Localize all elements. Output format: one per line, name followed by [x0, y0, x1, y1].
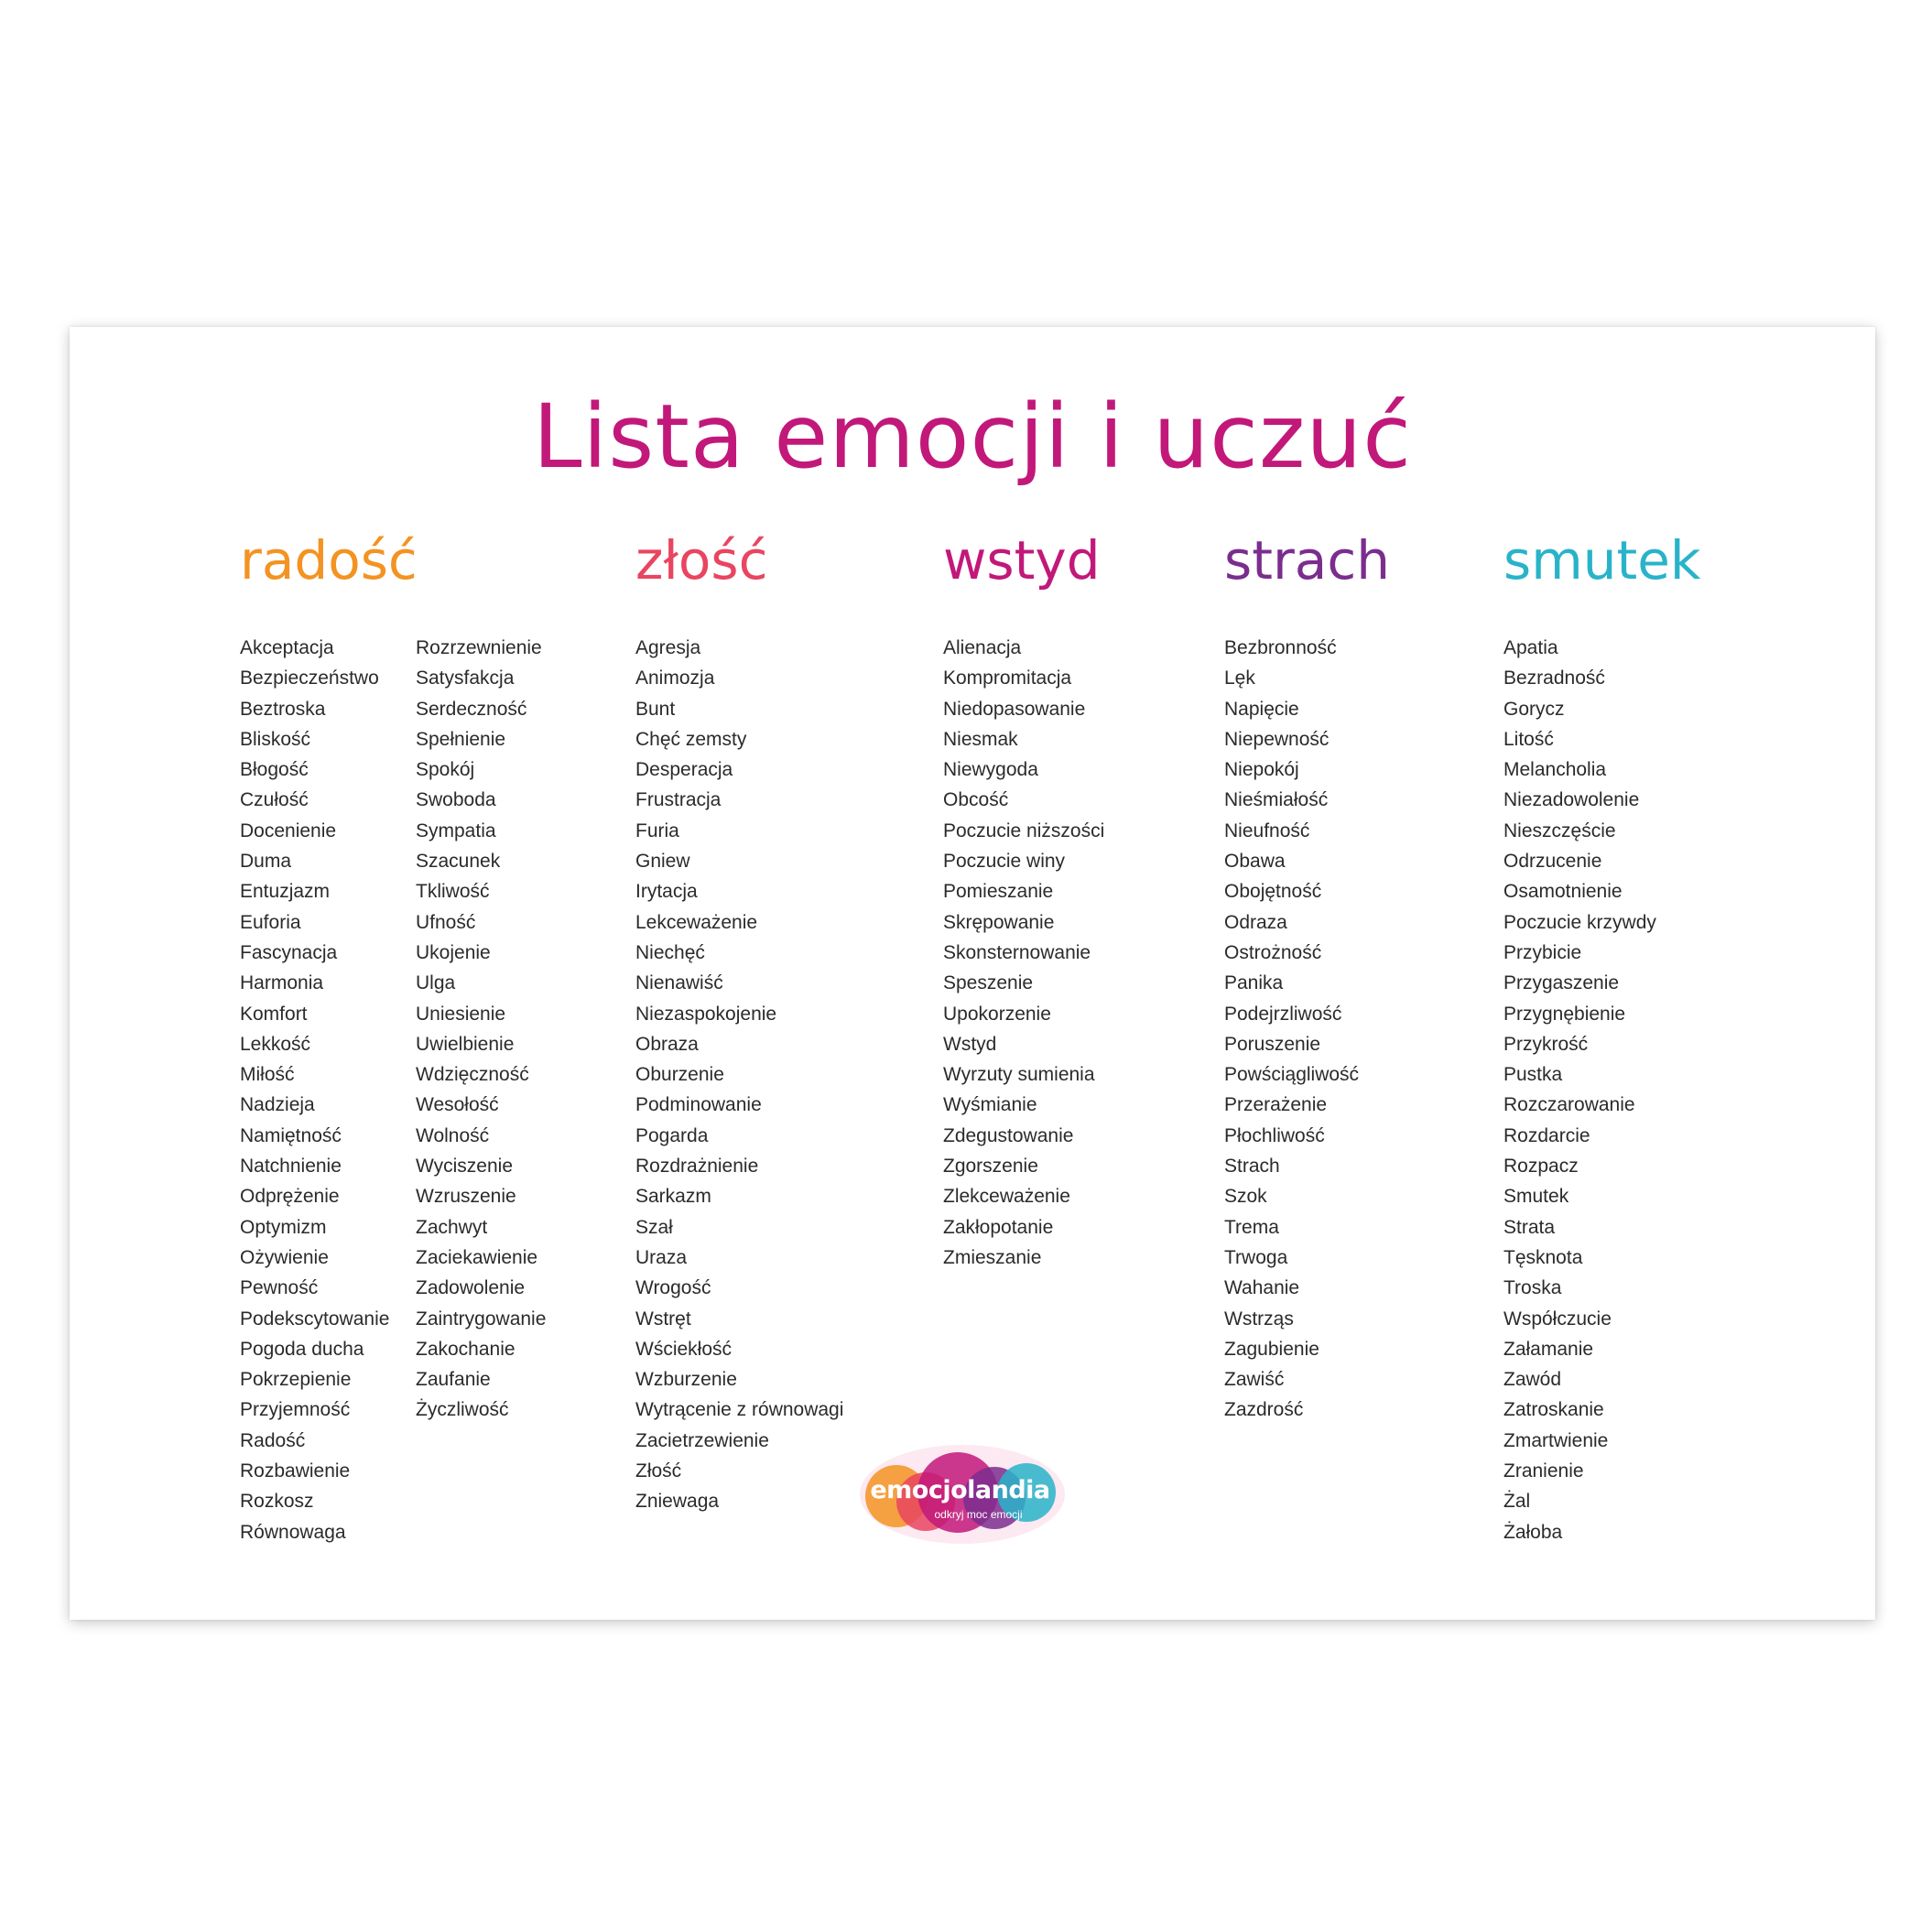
emotion-item: Lęk	[1224, 668, 1255, 689]
emotion-item: Błogość	[240, 759, 309, 781]
logo-tagline: odkryj moc emocji	[934, 1508, 1023, 1521]
category-heading: strach	[1224, 529, 1390, 592]
emotion-item: Obcość	[943, 789, 1009, 811]
emotion-item: Zawód	[1503, 1369, 1562, 1391]
emotion-item: Uraza	[635, 1246, 688, 1268]
emotion-item: Niesmak	[943, 728, 1018, 750]
emocjolandia-logo	[852, 1439, 1068, 1549]
emotion-item: Trwoga	[1224, 1246, 1288, 1268]
emotion-item: Żałoba	[1503, 1521, 1563, 1543]
emotion-item: Pogoda ducha	[240, 1338, 364, 1360]
emotion-item: Natchnienie	[240, 1156, 342, 1178]
emotion-item: Gorycz	[1503, 698, 1565, 720]
emotion-item: Zaintrygowanie	[416, 1308, 547, 1330]
emotion-item: Swoboda	[416, 789, 496, 811]
emotion-item: Komfort	[240, 1003, 308, 1025]
emotion-list	[416, 633, 546, 1547]
emotion-item: Strach	[1224, 1156, 1280, 1178]
emotion-item: Niepokój	[1224, 759, 1299, 781]
emotion-item: Wytrącenie z równowagi	[635, 1399, 844, 1421]
emotion-item: Szał	[635, 1216, 673, 1238]
emotion-item: Osamotnienie	[1503, 881, 1623, 903]
emotion-item: Nienawiść	[635, 972, 723, 994]
emotion-item: Zakłopotanie	[943, 1216, 1054, 1238]
emotion-item: Apatia	[1503, 637, 1558, 658]
emotion-item: Frustracja	[635, 789, 722, 811]
emotion-item: Zatroskanie	[1503, 1399, 1604, 1421]
emotion-item: Bezradność	[1503, 668, 1605, 689]
emotion-item: Poczucie krzywdy	[1503, 911, 1656, 933]
emotion-item: Przykrość	[1503, 1033, 1589, 1055]
emotion-item: Wdzięczność	[416, 1064, 529, 1086]
emotion-item: Tkliwość	[416, 881, 490, 903]
emotion-item: Zlekceważenie	[943, 1186, 1070, 1208]
emotion-item: Niewygoda	[943, 759, 1038, 781]
emotion-item: Zaufanie	[416, 1369, 491, 1391]
emotion-item: Zacietrzewienie	[635, 1429, 769, 1451]
emotion-item: Przygaszenie	[1503, 972, 1620, 994]
emotion-item: Upokorzenie	[943, 1003, 1051, 1025]
emotion-item: Zgorszenie	[943, 1156, 1038, 1178]
emotion-item: Docenienie	[240, 819, 337, 841]
emotion-item: Nieśmiałość	[1224, 789, 1329, 811]
emotion-item: Wahanie	[1224, 1277, 1300, 1299]
emotion-item: Troska	[1503, 1277, 1562, 1299]
emotion-item: Podekscytowanie	[240, 1308, 390, 1330]
emotion-item: Wstręt	[635, 1308, 691, 1330]
emotion-item: Poczucie winy	[943, 851, 1066, 873]
emotion-item: Rozczarowanie	[1503, 1094, 1635, 1116]
emotion-item: Zawiść	[1224, 1369, 1285, 1391]
emotion-item: Niepewność	[1224, 728, 1330, 750]
emotion-item: Życzliwość	[416, 1399, 509, 1421]
logo-name: emocjolandia	[870, 1476, 1050, 1504]
emotion-item: Namiętność	[240, 1124, 342, 1146]
emotion-item: Niezaspokojenie	[635, 1003, 777, 1025]
emotion-item: Lekceważenie	[635, 911, 758, 933]
emotion-item: Obraza	[635, 1033, 699, 1055]
emotion-item: Zagubienie	[1224, 1338, 1319, 1360]
emotion-item: Litość	[1503, 728, 1554, 750]
emotion-item: Przygnębienie	[1503, 1003, 1626, 1025]
emotion-item: Podejrzliwość	[1224, 1003, 1342, 1025]
emotion-item: Pomieszanie	[943, 881, 1054, 903]
emotion-item: Strata	[1503, 1216, 1556, 1238]
emotion-item: Odraza	[1224, 911, 1287, 933]
emotion-item: Niechęć	[635, 941, 705, 963]
emotion-item: Spokój	[416, 759, 475, 781]
emotion-item: Bezbronność	[1224, 637, 1337, 658]
emotion-item: Satysfakcja	[416, 668, 515, 689]
emotion-item: Odprężenie	[240, 1186, 340, 1208]
emotion-item: Panika	[1224, 972, 1284, 994]
emotion-item: Uniesienie	[416, 1003, 506, 1025]
emotion-item: Speszenie	[943, 972, 1034, 994]
emotion-item: Złość	[635, 1460, 682, 1482]
emotion-item: Obojętność	[1224, 881, 1322, 903]
category-heading: smutek	[1503, 529, 1701, 592]
emotion-item: Sympatia	[416, 819, 496, 841]
emotion-item: Rozrzewnienie	[416, 637, 542, 658]
emotion-item: Akceptacja	[240, 637, 334, 658]
emotion-item: Rozpacz	[1503, 1156, 1579, 1178]
emotion-item: Tęsknota	[1503, 1246, 1583, 1268]
emotion-item: Szok	[1224, 1186, 1267, 1208]
emotion-item: Alienacja	[943, 637, 1022, 658]
emotion-item: Napięcie	[1224, 698, 1299, 720]
emotion-item: Spełnienie	[416, 728, 506, 750]
emotion-item: Pogarda	[635, 1124, 709, 1146]
emotion-list	[1503, 633, 1701, 1547]
emotion-item: Wstrząs	[1224, 1308, 1294, 1330]
emotion-item: Fascynacja	[240, 941, 338, 963]
emotion-item: Powściągliwość	[1224, 1064, 1360, 1086]
emotion-item: Zmartwienie	[1503, 1429, 1609, 1451]
emotion-item: Czułość	[240, 789, 309, 811]
emotion-item: Ukojenie	[416, 941, 491, 963]
emotion-item: Chęć zemsty	[635, 728, 747, 750]
category-column-wstyd	[943, 528, 1104, 1273]
category-column-strach	[1224, 528, 1390, 1426]
emotion-item: Desperacja	[635, 759, 733, 781]
emotion-item: Zaciekawienie	[416, 1246, 538, 1268]
emotion-item: Serdeczność	[416, 698, 527, 720]
emotion-item: Bezpieczeństwo	[240, 668, 379, 689]
emotion-item: Wzruszenie	[416, 1186, 516, 1208]
category-column-smutek	[1503, 528, 1701, 1547]
emotion-item: Bliskość	[240, 728, 311, 750]
emotion-item: Odrzucenie	[1503, 851, 1602, 873]
emotion-item: Poczucie niższości	[943, 819, 1105, 841]
emotion-item: Podminowanie	[635, 1094, 762, 1116]
emotion-item: Optymizm	[240, 1216, 327, 1238]
emotion-item: Równowaga	[240, 1521, 346, 1543]
emotion-item: Entuzjazm	[240, 881, 331, 903]
emotion-item: Melancholia	[1503, 759, 1607, 781]
emotion-item: Nieufność	[1224, 819, 1310, 841]
emotion-item: Nadzieja	[240, 1094, 315, 1116]
emotion-item: Załamanie	[1503, 1338, 1594, 1360]
emotion-item: Harmonia	[240, 972, 324, 994]
emotion-item: Rozdrażnienie	[635, 1156, 759, 1178]
emotion-item: Rozkosz	[240, 1491, 314, 1513]
emotion-item: Trema	[1224, 1216, 1279, 1238]
emotion-item: Zadowolenie	[416, 1277, 526, 1299]
emotion-item: Animozja	[635, 668, 715, 689]
category-heading: radość	[240, 529, 418, 592]
emotion-item: Zachwyt	[416, 1216, 488, 1238]
emotion-item: Płochliwość	[1224, 1124, 1325, 1146]
emotion-item: Skrępowanie	[943, 911, 1055, 933]
emotion-item: Smutek	[1503, 1186, 1569, 1208]
emotion-item: Przyjemność	[240, 1399, 351, 1421]
emotion-item: Sarkazm	[635, 1186, 711, 1208]
emotion-list	[635, 633, 843, 1517]
emotion-item: Radość	[240, 1429, 306, 1451]
emotion-item: Wesołość	[416, 1094, 499, 1116]
emotion-item: Niedopasowanie	[943, 698, 1086, 720]
category-heading: złość	[635, 529, 768, 592]
emotion-item: Wyciszenie	[416, 1156, 514, 1178]
emotion-item: Wyśmianie	[943, 1094, 1037, 1116]
emotion-item: Wyrzuty sumienia	[943, 1064, 1095, 1086]
emotion-item: Oburzenie	[635, 1064, 724, 1086]
emotion-item: Zranienie	[1503, 1460, 1584, 1482]
emotion-item: Miłość	[240, 1064, 295, 1086]
emotion-item: Pustka	[1503, 1064, 1563, 1086]
emotion-item: Gniew	[635, 851, 690, 873]
emotion-item: Skonsternowanie	[943, 941, 1091, 963]
emotion-item: Wstyd	[943, 1033, 997, 1055]
emotion-item: Ufność	[416, 911, 476, 933]
poster	[70, 327, 1875, 1620]
emotion-item: Ostrożność	[1224, 941, 1322, 963]
emotion-list	[943, 633, 1104, 1273]
emotion-item: Pokrzepienie	[240, 1369, 352, 1391]
emotion-item: Nieszczęście	[1503, 819, 1616, 841]
emotion-item: Irytacja	[635, 881, 698, 903]
category-heading: wstyd	[943, 529, 1101, 592]
emotion-item: Zniewaga	[635, 1491, 720, 1513]
emotion-item: Poruszenie	[1224, 1033, 1321, 1055]
emotion-item: Lekkość	[240, 1033, 311, 1055]
emotion-item: Duma	[240, 851, 292, 873]
emotion-item: Ulga	[416, 972, 456, 994]
emotion-item: Współczucie	[1503, 1308, 1612, 1330]
emotion-item: Niezadowolenie	[1503, 789, 1640, 811]
emotion-item: Wzburzenie	[635, 1369, 737, 1391]
emotion-item: Zdegustowanie	[943, 1124, 1074, 1146]
emotion-list	[240, 633, 416, 1547]
emotion-item: Zakochanie	[416, 1338, 516, 1360]
emotion-item: Uwielbienie	[416, 1033, 515, 1055]
emotion-list	[1224, 633, 1390, 1426]
emotion-item: Kompromitacja	[943, 668, 1072, 689]
emotion-item: Pewność	[240, 1277, 319, 1299]
category-column-radosc	[240, 528, 546, 1547]
emotion-item: Wrogość	[635, 1277, 711, 1299]
emotion-item: Furia	[635, 819, 679, 841]
emotion-item: Euforia	[240, 911, 301, 933]
emotion-item: Wolność	[416, 1124, 490, 1146]
emotion-item: Rozbawienie	[240, 1460, 351, 1482]
emotion-item: Przerażenie	[1224, 1094, 1328, 1116]
emotion-item: Obawa	[1224, 851, 1286, 873]
emotion-item: Wściekłość	[635, 1338, 733, 1360]
emotion-item: Ożywienie	[240, 1246, 329, 1268]
emotion-item: Żal	[1503, 1491, 1531, 1513]
page-title: Lista emocji i uczuć	[533, 385, 1412, 488]
emotion-item: Przybicie	[1503, 941, 1582, 963]
emotion-item: Zazdrość	[1224, 1399, 1304, 1421]
emotion-item: Agresja	[635, 637, 701, 658]
emotion-item: Rozdarcie	[1503, 1124, 1590, 1146]
category-column-zlosc	[635, 528, 843, 1517]
emotion-item: Szacunek	[416, 851, 501, 873]
emotion-item: Bunt	[635, 698, 676, 720]
emotion-item: Zmieszanie	[943, 1246, 1042, 1268]
emotion-item: Beztroska	[240, 698, 326, 720]
